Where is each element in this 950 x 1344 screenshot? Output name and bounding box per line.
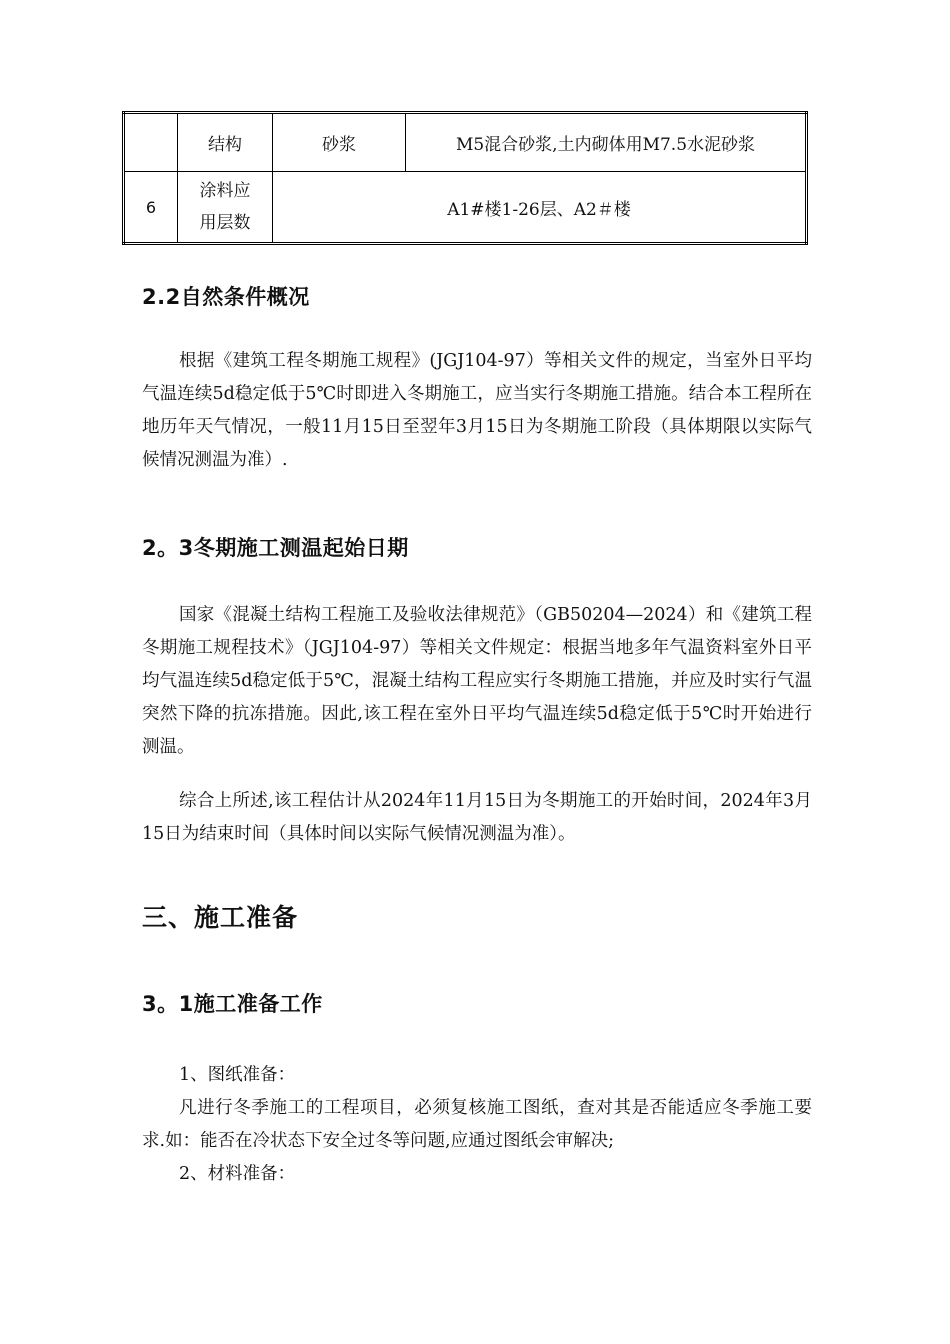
paragraph: 凡进行冬季施工的工程项目，必须复核施工图纸，查对其是否能适应冬季施工要求.如：能否在冷状态下安全过冬等问题,应通过图纸会审解决;: [142, 1098, 812, 1151]
table-cell: [124, 113, 178, 172]
table-cell: 砂浆: [273, 113, 406, 172]
section-heading-2-3: 2。3冬期施工测温起始日期: [142, 536, 409, 560]
cell-line: 涂料应: [199, 181, 251, 201]
table-cell: 结构: [178, 113, 273, 172]
paragraph: 根据《建筑工程冬期施工规程》(JGJ104-97）等相关文件的规定，当室外日平均气温连续5d稳定低于5℃时即进入冬期施工，应当实行冬期施工措施。结合本工程所在地历年天气情况，一般11月15日至翌年3月15日为冬期施工阶段（具体期限以实际气候情况测温为准）.: [142, 351, 812, 470]
section-heading-3-1: 3。1施工准备工作: [142, 992, 323, 1016]
section-heading-2-2: 2.2自然条件概况: [142, 285, 310, 309]
table-cell: 6: [124, 172, 178, 244]
spec-table: [122, 111, 808, 245]
cell-line: 用层数: [199, 213, 251, 233]
table-cell: M5混合砂浆,土内砌体用M7.5水泥砂浆: [406, 113, 807, 172]
paragraph: 国家《混凝土结构工程施工及验收法律规范》（GB50204—2024）和《建筑工程冬期施工规程技术》（JGJ104-97）等相关文件规定：根据当地多年气温资料室外日平均气温连续5d稳定低于5℃，混凝土结构工程应实行冬期施工措施，并应及时实行气温突然下降的抗冻措施。因此,该工程在室外日平均气温连续5d稳定低于5℃时开始进行测温。: [142, 605, 812, 757]
table-row: [124, 113, 807, 172]
chapter-heading-3: 三、施工准备: [142, 903, 299, 932]
table-row: [124, 172, 807, 244]
table-cell: [178, 172, 273, 244]
table-cell: A1#楼1-26层、A2＃楼: [273, 172, 807, 244]
list-item-title: 1、图纸准备：: [179, 1065, 296, 1085]
paragraph: 综合上所述,该工程估计从2024年11月15日为冬期施工的开始时间，2024年3月15日为结束时间（具体时间以实际气候情况测温为准）。: [142, 791, 812, 844]
list-item-title: 2、材料准备：: [179, 1164, 296, 1184]
